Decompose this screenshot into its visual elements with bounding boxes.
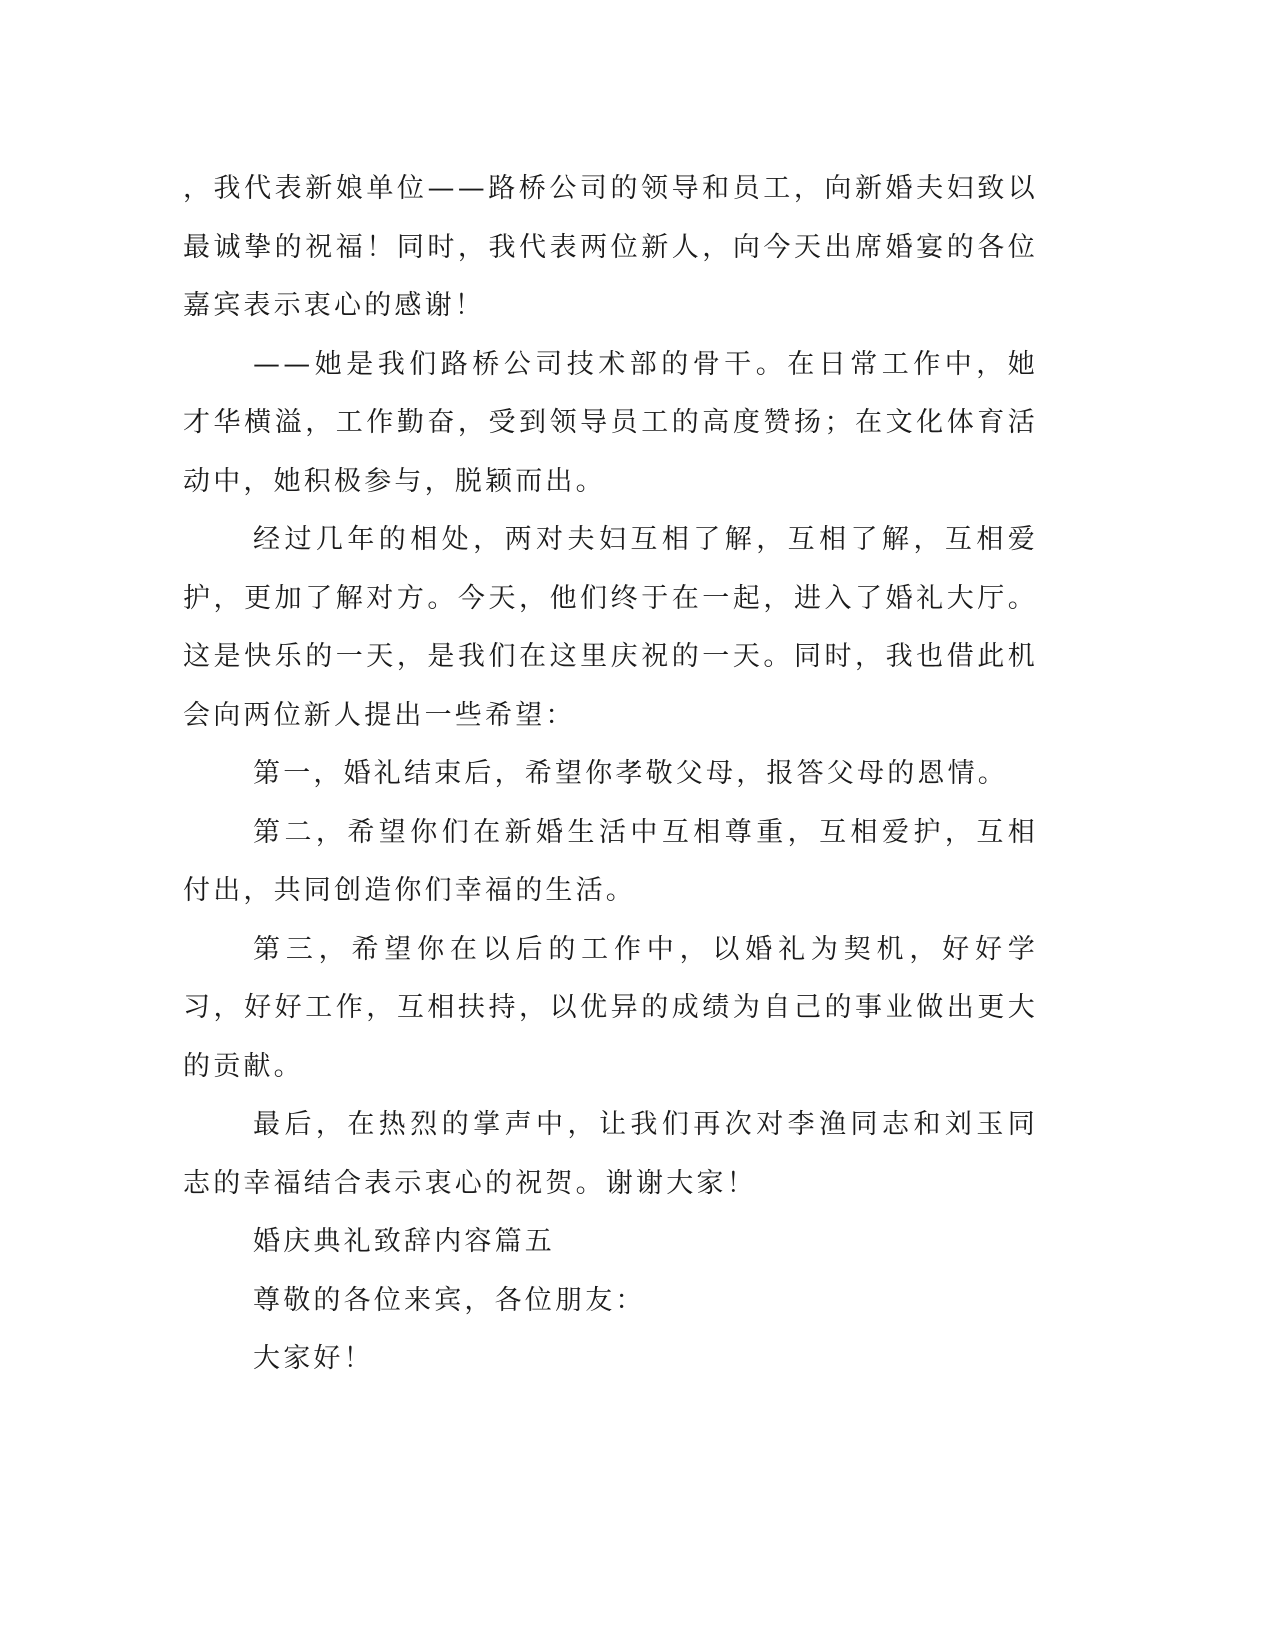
paragraph-closing: 最后，在热烈的掌声中，让我们再次对李渔同志和刘玉同志的幸福结合表示衷心的祝贺。谢谢大家！ — [183, 1109, 1038, 1199]
paragraph-greeting: 大家好！ — [253, 1343, 374, 1374]
paragraph-wishes-intro: 经过几年的相处，两对夫妇互相了解，互相了解，互相爱护，更加了解对方。今天，他们终于在一起，进入了婚礼大厅。这是快乐的一天，是我们在这里庆祝的一天。同时，我也借此机会向两位新人提出一些希望： — [183, 524, 1038, 731]
paragraph-wish-third: 第三，希望你在以后的工作中，以婚礼为契机，好好学习，好好工作，互相扶持，以优异的成绩为自己的事业做出更大的贡献。 — [183, 933, 1038, 1082]
document-body — [183, 160, 1038, 1389]
paragraph-continuation: ，我代表新娘单位——路桥公司的领导和员工，向新婚夫妇致以最诚挚的祝福！同时，我代表两位新人，向今天出席婚宴的各位嘉宾表示衷心的感谢！ — [183, 173, 1038, 321]
paragraph-salutation: 尊敬的各位来宾，各位朋友： — [253, 1284, 646, 1316]
paragraph-wish-second: 第二，希望你们在新婚生活中互相尊重，互相爱护，互相付出，共同创造你们幸福的生活。 — [183, 816, 1038, 906]
section-heading: 婚庆典礼致辞内容篇五 — [253, 1226, 555, 1257]
paragraph-bride-intro: ——她是我们路桥公司技术部的骨干。在日常工作中，她才华横溢，工作勤奋，受到领导员工的高度赞扬；在文化体育活动中，她积极参与，脱颖而出。 — [183, 348, 1038, 497]
paragraph-wish-first: 第一，婚礼结束后，希望你孝敬父母，报答父母的恩情。 — [253, 758, 1008, 789]
